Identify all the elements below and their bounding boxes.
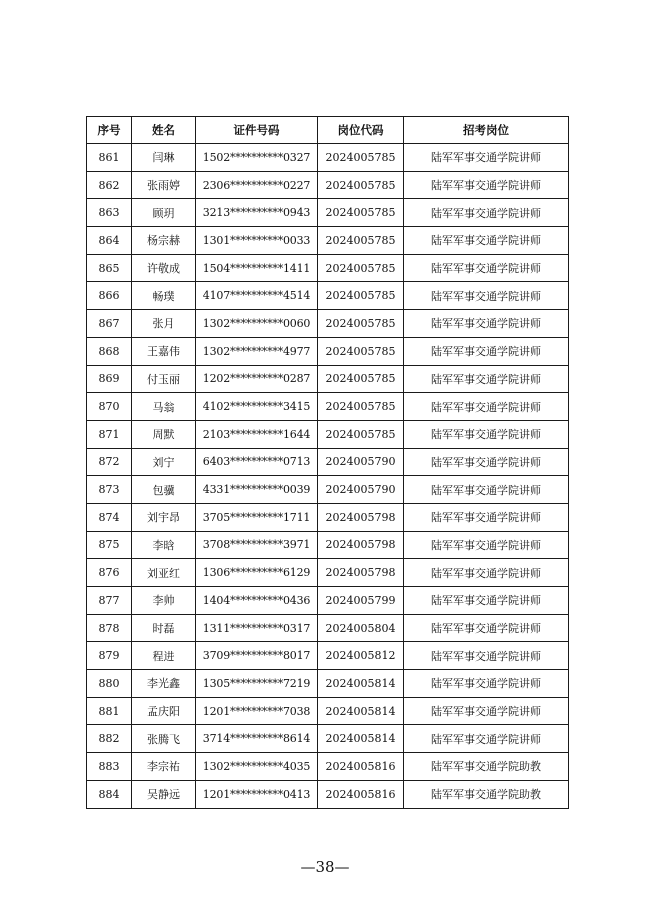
- cell-name: 刘亚红: [132, 559, 196, 587]
- table-row: [87, 670, 569, 698]
- cell-position-code: 2024005785: [318, 254, 404, 282]
- table-row: [87, 780, 569, 808]
- cell-name: 王嘉伟: [132, 337, 196, 365]
- table-row: [87, 144, 569, 172]
- cell-serial: 863: [87, 199, 132, 227]
- cell-id-number: 1301**********0033: [196, 227, 318, 255]
- cell-position: 陆军军事交通学院讲师: [404, 282, 569, 310]
- cell-position-code: 2024005814: [318, 725, 404, 753]
- cell-id-number: 3213**********0943: [196, 199, 318, 227]
- cell-position: 陆军军事交通学院讲师: [404, 171, 569, 199]
- cell-serial: 868: [87, 337, 132, 365]
- cell-serial: 871: [87, 420, 132, 448]
- table-row: [87, 531, 569, 559]
- cell-name: 时磊: [132, 614, 196, 642]
- cell-position-code: 2024005790: [318, 448, 404, 476]
- header-name: 姓名: [132, 117, 196, 144]
- header-id-number: 证件号码: [196, 117, 318, 144]
- cell-serial: 878: [87, 614, 132, 642]
- cell-name: 李晗: [132, 531, 196, 559]
- table-row: [87, 365, 569, 393]
- cell-name: 程进: [132, 642, 196, 670]
- cell-id-number: 4107**********4514: [196, 282, 318, 310]
- cell-id-number: 1302**********4035: [196, 753, 318, 781]
- table-row: [87, 310, 569, 338]
- table-row: [87, 171, 569, 199]
- cell-id-number: 1311**********0317: [196, 614, 318, 642]
- cell-position-code: 2024005785: [318, 337, 404, 365]
- cell-id-number: 1305**********7219: [196, 670, 318, 698]
- table-header: [87, 117, 569, 144]
- table-row: [87, 725, 569, 753]
- cell-position: 陆军军事交通学院讲师: [404, 310, 569, 338]
- cell-id-number: 1504**********1411: [196, 254, 318, 282]
- cell-name: 刘宁: [132, 448, 196, 476]
- cell-position: 陆军军事交通学院讲师: [404, 227, 569, 255]
- table-body: [87, 144, 569, 809]
- cell-name: 李光鑫: [132, 670, 196, 698]
- cell-position: 陆军军事交通学院讲师: [404, 670, 569, 698]
- cell-position: 陆军军事交通学院讲师: [404, 559, 569, 587]
- cell-id-number: 1202**********0287: [196, 365, 318, 393]
- header-position-code: 岗位代码: [318, 117, 404, 144]
- cell-position: 陆军军事交通学院讲师: [404, 725, 569, 753]
- cell-serial: 884: [87, 780, 132, 808]
- table-row: [87, 614, 569, 642]
- cell-serial: 865: [87, 254, 132, 282]
- cell-id-number: 2103**********1644: [196, 420, 318, 448]
- cell-name: 孟庆阳: [132, 697, 196, 725]
- cell-serial: 879: [87, 642, 132, 670]
- cell-name: 张月: [132, 310, 196, 338]
- cell-position-code: 2024005785: [318, 171, 404, 199]
- cell-id-number: 6403**********0713: [196, 448, 318, 476]
- cell-serial: 877: [87, 587, 132, 615]
- cell-position-code: 2024005804: [318, 614, 404, 642]
- cell-id-number: 3708**********3971: [196, 531, 318, 559]
- table-row: [87, 503, 569, 531]
- cell-serial: 883: [87, 753, 132, 781]
- cell-position: 陆军军事交通学院讲师: [404, 144, 569, 172]
- cell-name: 李宗祐: [132, 753, 196, 781]
- cell-position: 陆军军事交通学院讲师: [404, 393, 569, 421]
- cell-position-code: 2024005785: [318, 310, 404, 338]
- table-row: [87, 337, 569, 365]
- cell-position: 陆军军事交通学院讲师: [404, 503, 569, 531]
- cell-position-code: 2024005814: [318, 670, 404, 698]
- cell-name: 许敬成: [132, 254, 196, 282]
- cell-position: 陆军军事交通学院讲师: [404, 642, 569, 670]
- table-row: [87, 753, 569, 781]
- cell-position-code: 2024005798: [318, 531, 404, 559]
- cell-position: 陆军军事交通学院助教: [404, 780, 569, 808]
- cell-position: 陆军军事交通学院讲师: [404, 476, 569, 504]
- cell-position-code: 2024005785: [318, 365, 404, 393]
- cell-id-number: 3705**********1711: [196, 503, 318, 531]
- cell-id-number: 1302**********4977: [196, 337, 318, 365]
- cell-name: 闫琳: [132, 144, 196, 172]
- cell-position: 陆军军事交通学院讲师: [404, 587, 569, 615]
- cell-position: 陆军军事交通学院讲师: [404, 365, 569, 393]
- cell-id-number: 4331**********0039: [196, 476, 318, 504]
- cell-position-code: 2024005785: [318, 144, 404, 172]
- cell-serial: 881: [87, 697, 132, 725]
- table-row: [87, 227, 569, 255]
- cell-name: 杨宗赫: [132, 227, 196, 255]
- cell-position-code: 2024005812: [318, 642, 404, 670]
- cell-id-number: 2306**********0227: [196, 171, 318, 199]
- cell-serial: 875: [87, 531, 132, 559]
- table-row: [87, 282, 569, 310]
- cell-position-code: 2024005785: [318, 227, 404, 255]
- cell-position: 陆军军事交通学院助教: [404, 753, 569, 781]
- cell-position: 陆军军事交通学院讲师: [404, 531, 569, 559]
- header-serial: 序号: [87, 117, 132, 144]
- cell-position-code: 2024005785: [318, 282, 404, 310]
- cell-position-code: 2024005785: [318, 393, 404, 421]
- cell-position: 陆军军事交通学院讲师: [404, 254, 569, 282]
- cell-name: 刘宇昂: [132, 503, 196, 531]
- cell-name: 马翁: [132, 393, 196, 421]
- table-row: [87, 642, 569, 670]
- cell-position: 陆军军事交通学院讲师: [404, 337, 569, 365]
- cell-position: 陆军军事交通学院讲师: [404, 199, 569, 227]
- page-number: —38—: [300, 858, 350, 876]
- cell-serial: 882: [87, 725, 132, 753]
- table-row: [87, 254, 569, 282]
- cell-name: 畅璞: [132, 282, 196, 310]
- cell-position-code: 2024005816: [318, 780, 404, 808]
- cell-serial: 876: [87, 559, 132, 587]
- cell-position-code: 2024005785: [318, 420, 404, 448]
- cell-id-number: 1201**********0413: [196, 780, 318, 808]
- cell-position: 陆军军事交通学院讲师: [404, 697, 569, 725]
- cell-id-number: 1404**********0436: [196, 587, 318, 615]
- cell-position-code: 2024005785: [318, 199, 404, 227]
- table-row: [87, 476, 569, 504]
- cell-id-number: 1306**********6129: [196, 559, 318, 587]
- cell-name: 周默: [132, 420, 196, 448]
- cell-name: 张腾飞: [132, 725, 196, 753]
- candidate-table: [86, 116, 569, 809]
- header-position: 招考岗位: [404, 117, 569, 144]
- cell-name: 吴静远: [132, 780, 196, 808]
- cell-id-number: 4102**********3415: [196, 393, 318, 421]
- table-row: [87, 199, 569, 227]
- cell-position-code: 2024005798: [318, 559, 404, 587]
- cell-position-code: 2024005799: [318, 587, 404, 615]
- cell-serial: 862: [87, 171, 132, 199]
- cell-serial: 864: [87, 227, 132, 255]
- cell-serial: 867: [87, 310, 132, 338]
- table-row: [87, 697, 569, 725]
- cell-id-number: 1502**********0327: [196, 144, 318, 172]
- cell-serial: 873: [87, 476, 132, 504]
- table-row: [87, 559, 569, 587]
- cell-name: 张雨婷: [132, 171, 196, 199]
- cell-position-code: 2024005816: [318, 753, 404, 781]
- cell-serial: 874: [87, 503, 132, 531]
- cell-id-number: 1201**********7038: [196, 697, 318, 725]
- cell-position-code: 2024005798: [318, 503, 404, 531]
- cell-position: 陆军军事交通学院讲师: [404, 448, 569, 476]
- cell-serial: 866: [87, 282, 132, 310]
- table-row: [87, 587, 569, 615]
- table-row: [87, 420, 569, 448]
- cell-position-code: 2024005790: [318, 476, 404, 504]
- cell-id-number: 3709**********8017: [196, 642, 318, 670]
- cell-id-number: 1302**********0060: [196, 310, 318, 338]
- cell-position: 陆军军事交通学院讲师: [404, 420, 569, 448]
- cell-name: 包骥: [132, 476, 196, 504]
- cell-serial: 872: [87, 448, 132, 476]
- cell-serial: 861: [87, 144, 132, 172]
- table-row: [87, 393, 569, 421]
- cell-name: 付玉丽: [132, 365, 196, 393]
- cell-name: 顾玥: [132, 199, 196, 227]
- cell-serial: 870: [87, 393, 132, 421]
- table-row: [87, 448, 569, 476]
- cell-position: 陆军军事交通学院讲师: [404, 614, 569, 642]
- cell-serial: 880: [87, 670, 132, 698]
- header-row: [87, 117, 569, 144]
- cell-name: 李帅: [132, 587, 196, 615]
- cell-serial: 869: [87, 365, 132, 393]
- cell-position-code: 2024005814: [318, 697, 404, 725]
- cell-id-number: 3714**********8614: [196, 725, 318, 753]
